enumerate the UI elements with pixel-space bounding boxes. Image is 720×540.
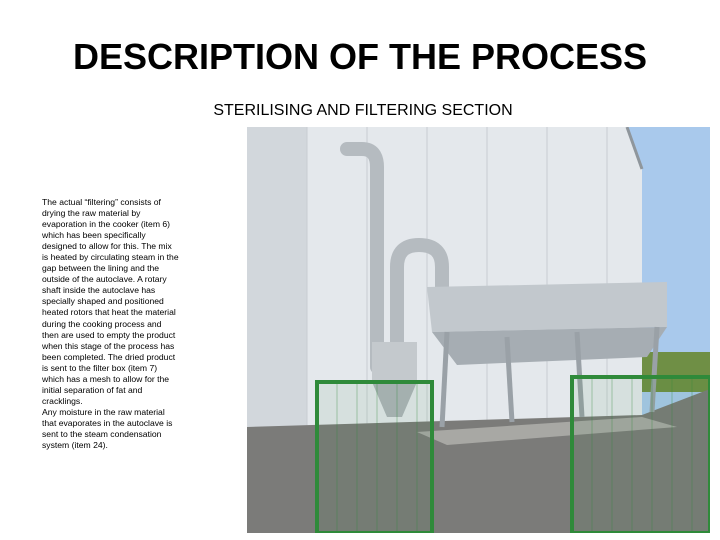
dryer-tank bbox=[427, 282, 667, 332]
slide-subtitle: STERILISING AND FILTERING SECTION bbox=[213, 102, 513, 119]
slide-title: DESCRIPTION OF THE PROCESS bbox=[72, 36, 648, 77]
plant-photo bbox=[247, 127, 710, 533]
cyclone bbox=[372, 342, 417, 382]
process-description: The actual “filtering” consists of drying the raw material by evaporation in the cooker (item 6) which has been specifically designed to allow for this. The mix is heated by circulating steam in the gap between the lining and the outside of the autoclave. A rotary shaft inside the autoclave has specially shaped and positioned heated rotors that heat the material during the cooking process and then are used to empty the product when this stage of the process has been completed. The dried product is sent to the filter box (item 7) which has a mesh to allow for the initial separation of fat and cracklings. Any moisture in the raw material that evaporates in the autoclave is sent to the steam condensation system (item 24). bbox=[42, 197, 179, 451]
building-wall-shade bbox=[247, 127, 307, 427]
